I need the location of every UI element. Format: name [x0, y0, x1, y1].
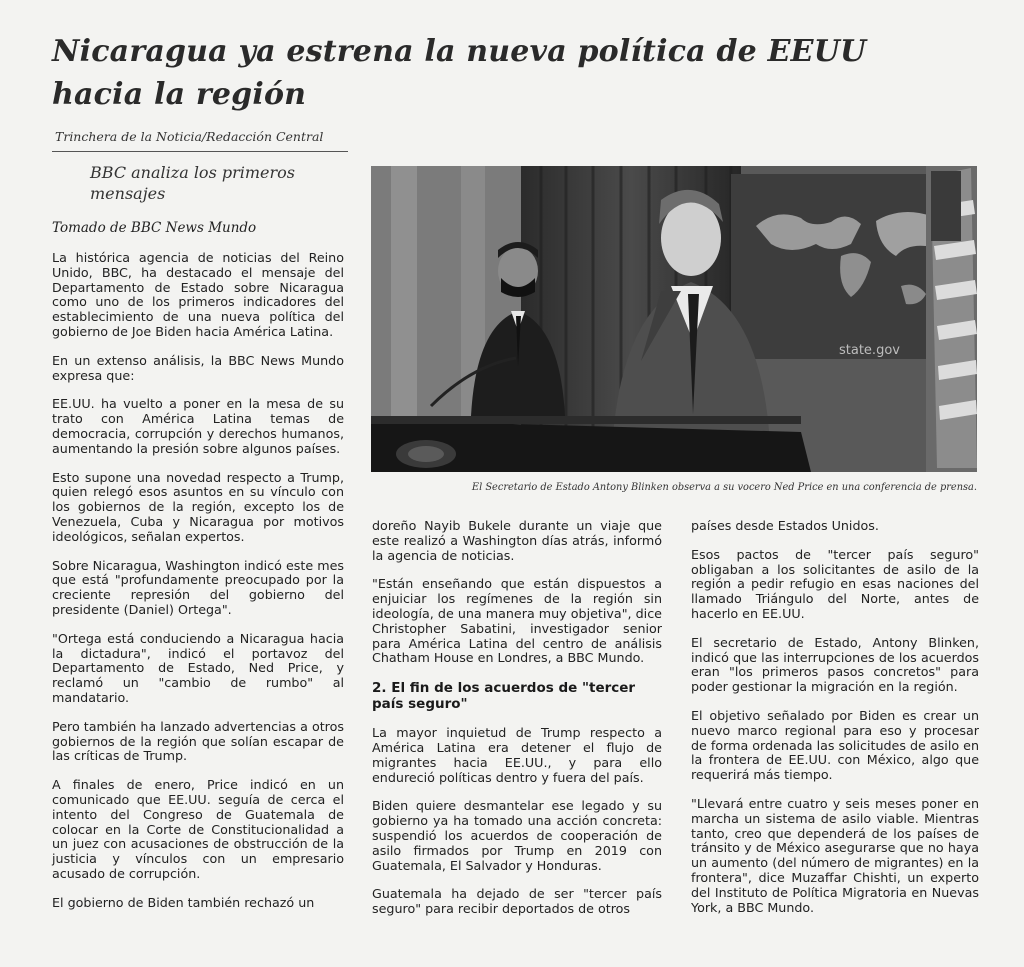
paragraph: países desde Estados Unidos.	[691, 518, 879, 533]
paragraph: Guatemala ha dejado de ser "tercer país seguro" para recibir deportados de otros	[372, 886, 662, 917]
text-column-2	[372, 519, 662, 931]
screen-text: state.gov	[839, 343, 900, 358]
paragraph: Pero también ha lanzado advertencias a otros gobiernos de la región que solían escapar de las críticas de Trump.	[52, 718, 344, 764]
article-headline: Nicaragua ya estrena la nueva política de EEUU hacia la región	[52, 34, 867, 112]
paragraph: En un extenso análisis, la BBC News Mundo expresa que:	[52, 352, 344, 383]
paragraph: EE.UU. ha vuelto a poner en la mesa de su trato con América Latina temas de democracia, corrupción y derechos humanos, aumentando la presión sobre algunos países.	[52, 396, 344, 456]
paragraph: La mayor inquietud de Trump respecto a América Latina era detener el flujo de migrantes hacia EE.UU., y para ello endureció políticas dentro y fuera del país.	[372, 725, 662, 785]
photo-caption: El Secretario de Estado Antony Blinken observa a su vocero Ned Price en una conferencia de prensa.	[471, 482, 977, 493]
section-heading: 2. El fin de los acuerdos de "tercer país seguro"	[372, 680, 636, 713]
paragraph: Esto supone una novedad respecto a Trump, quien relegó esos asuntos en su vínculo con los gobiernos de la región, excepto los de Venezuela, Cuba y Nicaragua por motivos ideológicos, señalan expertos.	[52, 469, 344, 544]
paragraph: A finales de enero, Price indicó en un comunicado que EE.UU. seguía de cerca el intento del Congreso de Guatemala de colocar en la Corte de Constitucionalidad a un juez con acusaciones de obstrucción de la justicia y vínculos con un empresario acusado de corrupción.	[52, 777, 344, 881]
text-column-1	[52, 251, 344, 924]
paragraph: La histórica agencia de noticias del Reino Unido, BBC, ha destacado el mensaje del Departamento de Estado sobre Nicaragua como uno de los primeros indicadores del establecimiento de una nueva política del gobierno de Joe Biden hacia América Latina.	[52, 250, 344, 339]
article-source: Tomado de BBC News Mundo	[52, 220, 257, 236]
paragraph: "Están enseñando que están dispuestos a enjuiciar los regímenes de la región sin ideología, de una manera muy objetiva", dice Christopher Sabatini, investigador senior para América Latina del centro de análisis Chatham House en Londres, a BBC Mundo.	[372, 576, 662, 666]
article-byline: Trinchera de la Noticia/Redacción Central	[55, 129, 324, 144]
paragraph: Sobre Nicaragua, Washington indicó este mes que está "profundamente preocupado por la creciente represión del gobierno del presidente (Daniel) Ortega".	[52, 557, 344, 617]
paragraph: "Llevará entre cuatro y seis meses poner en marcha un sistema de asilo viable. Mientras tanto, creo que dependerá de los países de tránsito y de México asegurarse que no haya un aumento (del número de migrantes) en la frontera", dice Muzaffar Chishti, un experto del Instituto de Política Migratoria en Nuevas York, a BBC Mundo.	[691, 795, 979, 915]
paragraph: doreño Nayib Bukele durante un viaje que este realizó a Washington días atrás, informó la agencia de noticias.	[372, 518, 662, 563]
paragraph: Biden quiere desmantelar ese legado y su gobierno ya ha tomado una acción concreta: suspendió los acuerdos de cooperación de asilo firmados por Trump en 2019 con Guatemala, El Salvador y Honduras.	[372, 798, 662, 873]
article-subhead: BBC analiza los primeros mensajes	[90, 163, 295, 203]
paragraph: "Ortega está conduciendo a Nicaragua hacia la dictadura", indicó el portavoz del Departamento de Estado, Ned Price, y reclamó un "cambio de rumbo" al mandatario.	[52, 630, 344, 705]
text-column-3	[691, 519, 979, 929]
paragraph: El gobierno de Biden también rechazó un	[52, 894, 315, 910]
paragraph: El objetivo señalado por Biden es crear un nuevo marco regional para eso y procesar de forma ordenada las solicitudes de asilo en la frontera de EE.UU. con México, algo que requerirá más tiempo.	[691, 707, 979, 783]
paragraph: El secretario de Estado, Antony Blinken, indicó que las interrupciones de los acuerdos eran "los primeros pasos concretos" para poder gestionar la migración en la región.	[691, 634, 979, 695]
byline-divider	[52, 151, 348, 152]
press-conference-photo	[371, 166, 977, 472]
paragraph: Esos pactos de "tercer país seguro" obligaban a los solicitantes de asilo de la región a pedir refugio en esas naciones del llamado Triángulo del Norte, antes de hacerlo en EE.UU.	[691, 546, 979, 621]
